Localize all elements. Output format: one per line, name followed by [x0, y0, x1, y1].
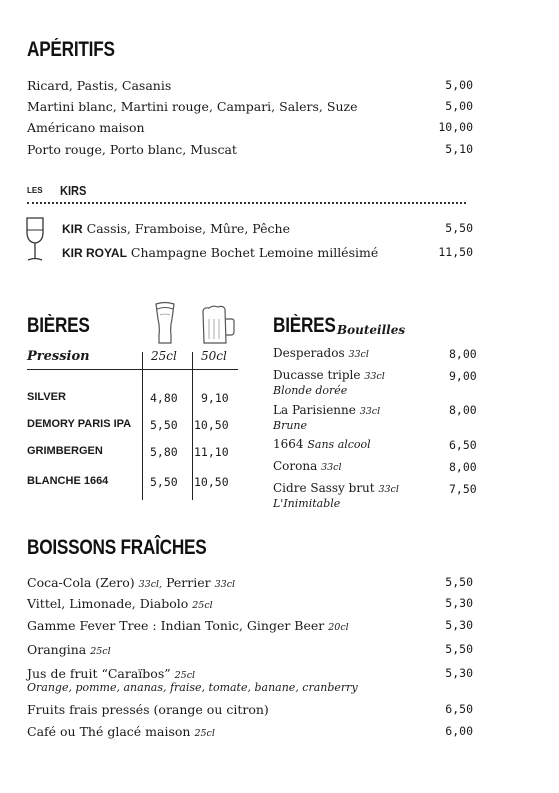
item-price: 6,50 [449, 438, 477, 452]
item-price: 10,00 [438, 120, 473, 134]
item-price: 5,30 [445, 618, 473, 632]
table-divider [27, 369, 238, 370]
item-size: Sans alcool [307, 438, 371, 451]
item-name: Café ou Thé glacé maison [27, 724, 191, 739]
item-price: 5,50 [445, 642, 473, 656]
item-price: 6,00 [445, 724, 473, 738]
item-name: Gamme Fever Tree : Indian Tonic, Ginger Beer [27, 618, 325, 633]
item-price: 7,50 [449, 482, 477, 496]
item-name-2: Perrier [166, 575, 211, 590]
item-name: Jus de fruit “Caraïbos” [27, 666, 171, 681]
item-size: 33cl [348, 349, 369, 360]
item-size: 33cl [321, 462, 342, 473]
aperitifs-title: APÉRITIFS [27, 38, 115, 61]
price-50cl: 10,50 [194, 418, 229, 432]
list-item [27, 99, 473, 117]
list-item [273, 437, 371, 451]
beer-name: DEMORY PARIS IPA [27, 418, 132, 430]
item-name: Vittel, Limonade, Diabolo [27, 596, 189, 611]
item-name: Cassis, Framboise, Mûre, Pêche [86, 221, 290, 236]
table-vline [192, 352, 193, 500]
beer-name: GRIMBERGEN [27, 445, 103, 457]
dotted-divider [27, 202, 466, 204]
item-name: Ducasse triple [273, 368, 361, 382]
item-name: Corona [273, 459, 318, 473]
item-label: KIR ROYAL [62, 246, 127, 260]
item-size: 33cl [378, 484, 399, 495]
item-note: Blonde dorée [273, 384, 348, 397]
list-item [273, 459, 342, 473]
item-note: Orange, pomme, ananas, fraise, tomate, banane, cranberry [27, 681, 358, 694]
item-name: Porto rouge, Porto blanc, Muscat [27, 142, 237, 157]
item-name: Desperados [273, 346, 345, 360]
item-size: 33cl [359, 406, 381, 417]
kirs-title: KIRS [60, 183, 87, 198]
item-price: 8,00 [449, 460, 477, 474]
item-price: 5,30 [445, 666, 473, 680]
price-25cl: 5,50 [150, 418, 178, 432]
list-item [27, 120, 473, 138]
list-item [27, 142, 473, 160]
item-name: Coca-Cola (Zero) [27, 575, 135, 590]
item-price: 5,50 [445, 221, 473, 235]
item-name: Champagne Bochet Lemoine millésimé [130, 245, 379, 260]
item-name: Cidre Sassy brut [273, 481, 375, 495]
item-size: 25cl [90, 646, 111, 657]
kirs-prefix: LES [27, 186, 43, 195]
item-price: 8,00 [449, 347, 477, 361]
item-note: L'Inimitable [273, 497, 341, 510]
item-price: 11,50 [438, 245, 473, 259]
item-size: 33cl [364, 371, 385, 382]
item-price: 5,00 [445, 78, 473, 92]
item-price: 8,00 [449, 403, 477, 417]
item-price: 5,10 [445, 142, 473, 156]
item-name: Américano maison [27, 120, 145, 135]
beer-glass-icon [152, 301, 178, 347]
list-item [27, 724, 473, 742]
list-item [27, 702, 473, 720]
list-item [273, 368, 385, 398]
item-size: 25cl [192, 600, 213, 611]
price-25cl: 5,80 [150, 445, 178, 459]
price-50cl: 9,10 [201, 391, 229, 405]
item-size: 20cl [328, 622, 349, 633]
item-price: 5,30 [445, 596, 473, 610]
item-label: KIR [62, 222, 83, 236]
item-name: Orangina [27, 642, 87, 657]
item-price: 5,00 [445, 99, 473, 113]
list-item [62, 221, 473, 239]
item-name: 1664 [273, 437, 304, 451]
pression-subtitle: Pression [27, 349, 90, 364]
list-item [27, 78, 473, 96]
item-size: 25cl [174, 670, 196, 681]
list-item [27, 642, 473, 660]
item-name: Martini blanc, Martini rouge, Campari, Salers, Suze [27, 99, 358, 114]
boissons-title: BOISSONS FRAÎCHES [27, 536, 207, 559]
item-size: 25cl [194, 728, 215, 739]
price-25cl: 5,50 [150, 475, 178, 489]
item-price: 5,50 [445, 575, 473, 589]
bouteilles-subtitle: Bouteilles [337, 323, 406, 337]
table-vline [142, 352, 143, 500]
price-50cl: 10,50 [194, 475, 229, 489]
list-item [273, 346, 369, 360]
item-size-2: 33cl [214, 579, 236, 590]
beer-name: SILVER [27, 391, 66, 403]
bieres-pression-title: BIÈRES [27, 314, 90, 337]
item-name: Ricard, Pastis, Casanis [27, 78, 172, 93]
list-item [62, 245, 473, 263]
beer-mug-icon [199, 305, 237, 347]
list-item [273, 403, 380, 433]
item-size: 33cl, [138, 579, 163, 590]
bieres-bouteilles-title: BIÈRES [273, 314, 336, 337]
item-price: 9,00 [449, 369, 477, 383]
col-25cl: 25cl [151, 349, 177, 363]
beer-name: BLANCHE 1664 [27, 475, 109, 487]
list-item [273, 481, 399, 511]
price-25cl: 4,80 [150, 391, 178, 405]
list-item [27, 666, 473, 698]
item-price: 6,50 [445, 702, 473, 716]
price-50cl: 11,10 [194, 445, 229, 459]
item-note: Brune [273, 419, 308, 432]
list-item [27, 575, 473, 593]
wine-glass-icon [24, 216, 46, 264]
col-50cl: 50cl [201, 349, 227, 363]
item-name: Fruits frais pressés (orange ou citron) [27, 702, 269, 717]
list-item [27, 618, 473, 636]
list-item [27, 596, 473, 614]
item-name: La Parisienne [273, 403, 356, 417]
